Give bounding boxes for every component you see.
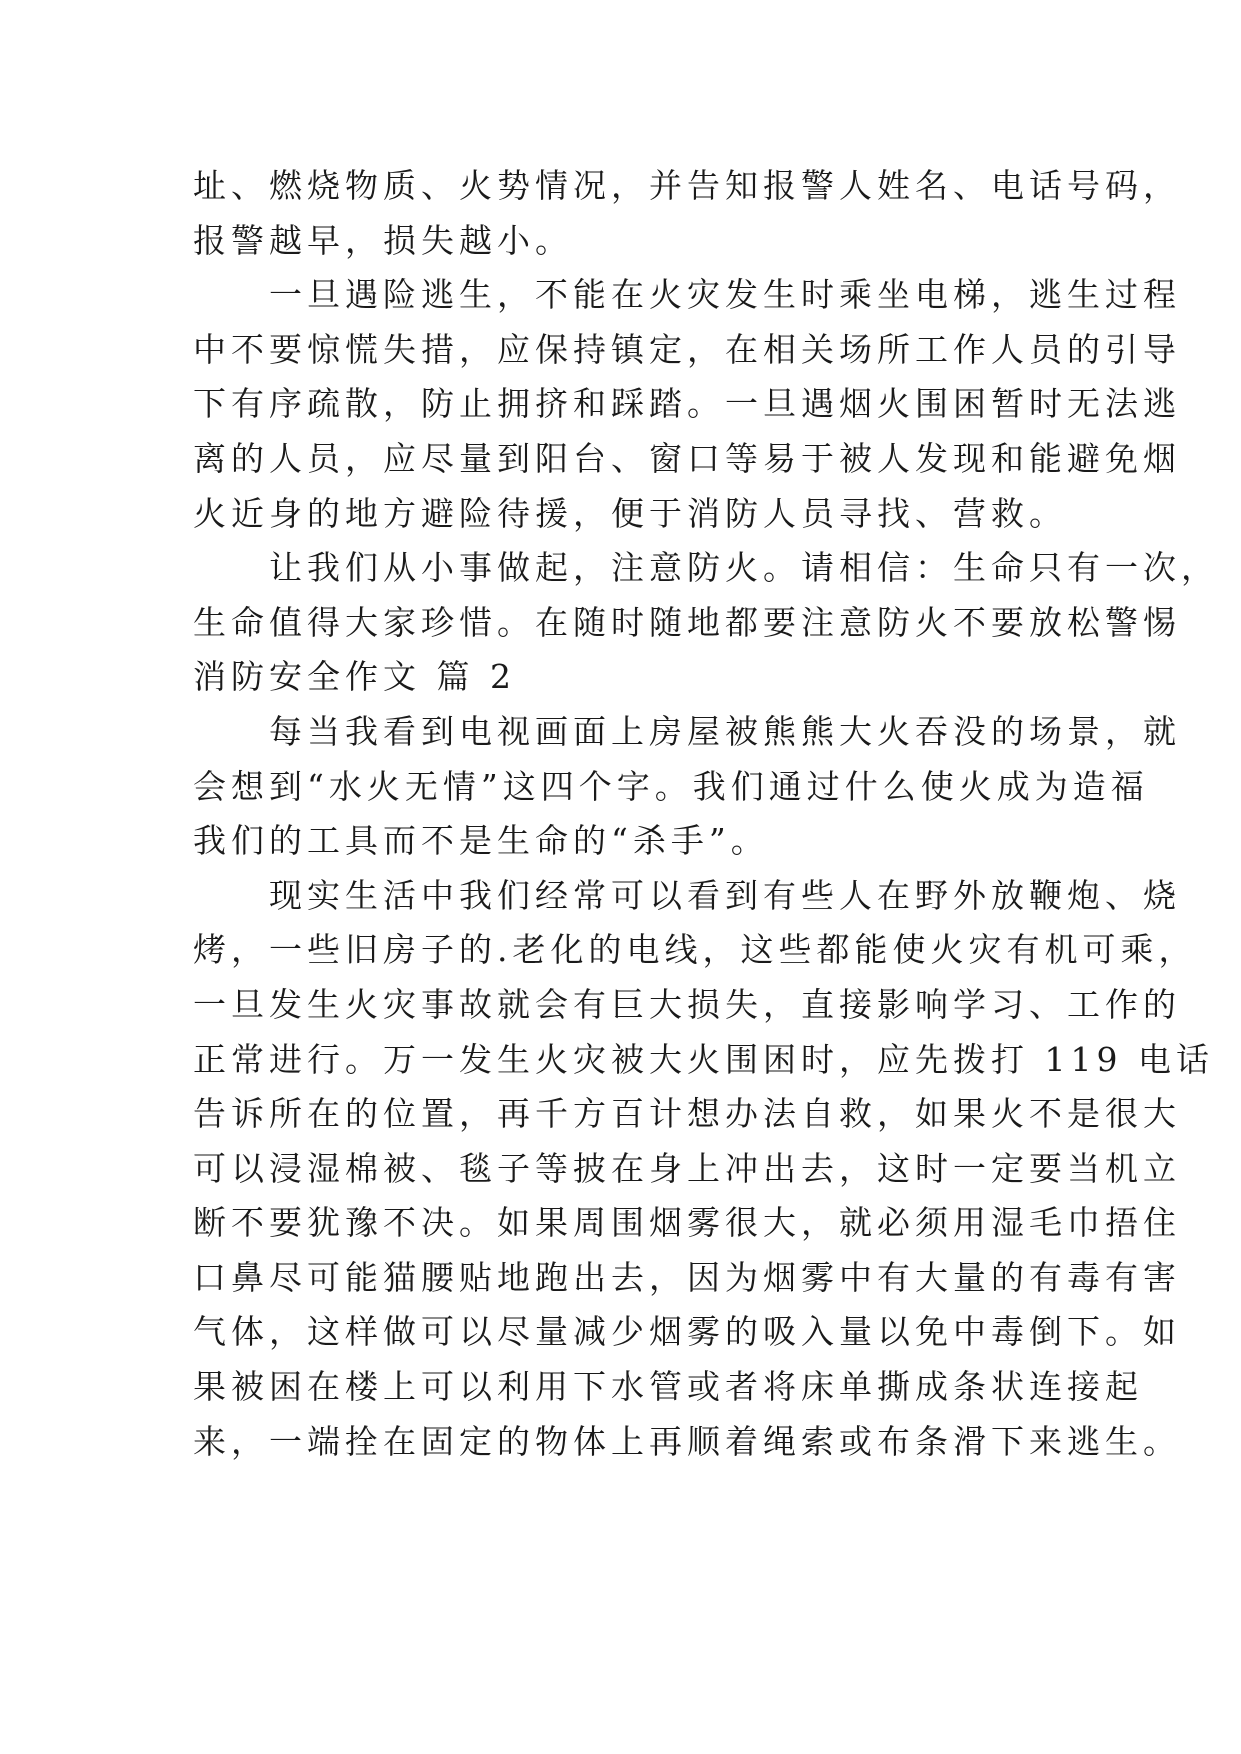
text-line: 断不要犹豫不决。如果周围烟雾很大，就必须用湿毛巾捂住 (193, 1203, 1181, 1243)
section-heading: 消防安全作文 篇 2 (193, 657, 516, 697)
text-line: 来，一端拴在固定的物体上再顺着绳索或布条滑下来逃生。 (193, 1421, 1181, 1461)
text-line: 气体，这样做可以尽量减少烟雾的吸入量以免中毒倒下。如 (193, 1312, 1181, 1352)
text-line: 每当我看到电视画面上房屋被熊熊大火吞没的场景，就 (193, 711, 1181, 751)
text-line: 烤，一些旧房子的.老化的电线，这些都能使火灾有机可乘， (193, 930, 1197, 970)
text-line: 口鼻尽可能猫腰贴地跑出去，因为烟雾中有大量的有毒有害 (193, 1257, 1181, 1297)
text-line: 我们的工具而不是生命的“杀手”。 (193, 821, 769, 861)
text-line: 果被困在楼上可以利用下水管或者将床单撕成条状连接起 (193, 1367, 1143, 1407)
text-line: 址、燃烧物质、火势情况，并告知报警人姓名、电话号码， (193, 166, 1181, 205)
text-line: 正常进行。万一发生火灾被大火围困时，应先拨打 119 电话 (193, 1039, 1214, 1079)
text-line: 离的人员，应尽量到阳台、窗口等易于被人发现和能避免烟 (193, 438, 1181, 478)
text-line: 生命值得大家珍惜。在随时随地都要注意防火不要放松警惕 (193, 602, 1181, 642)
text-line: 火近身的地方避险待援，便于消防人员寻找、营救。 (193, 493, 1067, 533)
document-body (193, 159, 1219, 1469)
text-line: 报警越早，损失越小。 (193, 220, 573, 260)
text-line: 一旦发生火灾事故就会有巨大损失，直接影响学习、工作的 (193, 984, 1181, 1024)
text-line: 现实生活中我们经常可以看到有些人在野外放鞭炮、烧 (193, 875, 1181, 915)
text-line: 下有序疏散，防止拥挤和踩踏。一旦遇烟火围困暂时无法逃 (193, 384, 1181, 424)
text-line: 让我们从小事做起，注意防火。请相信：生命只有一次， (193, 548, 1219, 588)
text-line: 中不要惊慌失措，应保持镇定，在相关场所工作人员的引导 (193, 329, 1181, 369)
text-line: 一旦遇险逃生，不能在火灾发生时乘坐电梯，逃生过程 (193, 275, 1181, 315)
text-line: 告诉所在的位置，再千方百计想办法自救，如果火不是很大 (193, 1094, 1181, 1134)
text-line: 可以浸湿棉被、毯子等披在身上冲出去，这时一定要当机立 (193, 1148, 1181, 1188)
text-line: 会想到“水火无情”这四个字。我们通过什么使火成为造福 (193, 766, 1149, 806)
